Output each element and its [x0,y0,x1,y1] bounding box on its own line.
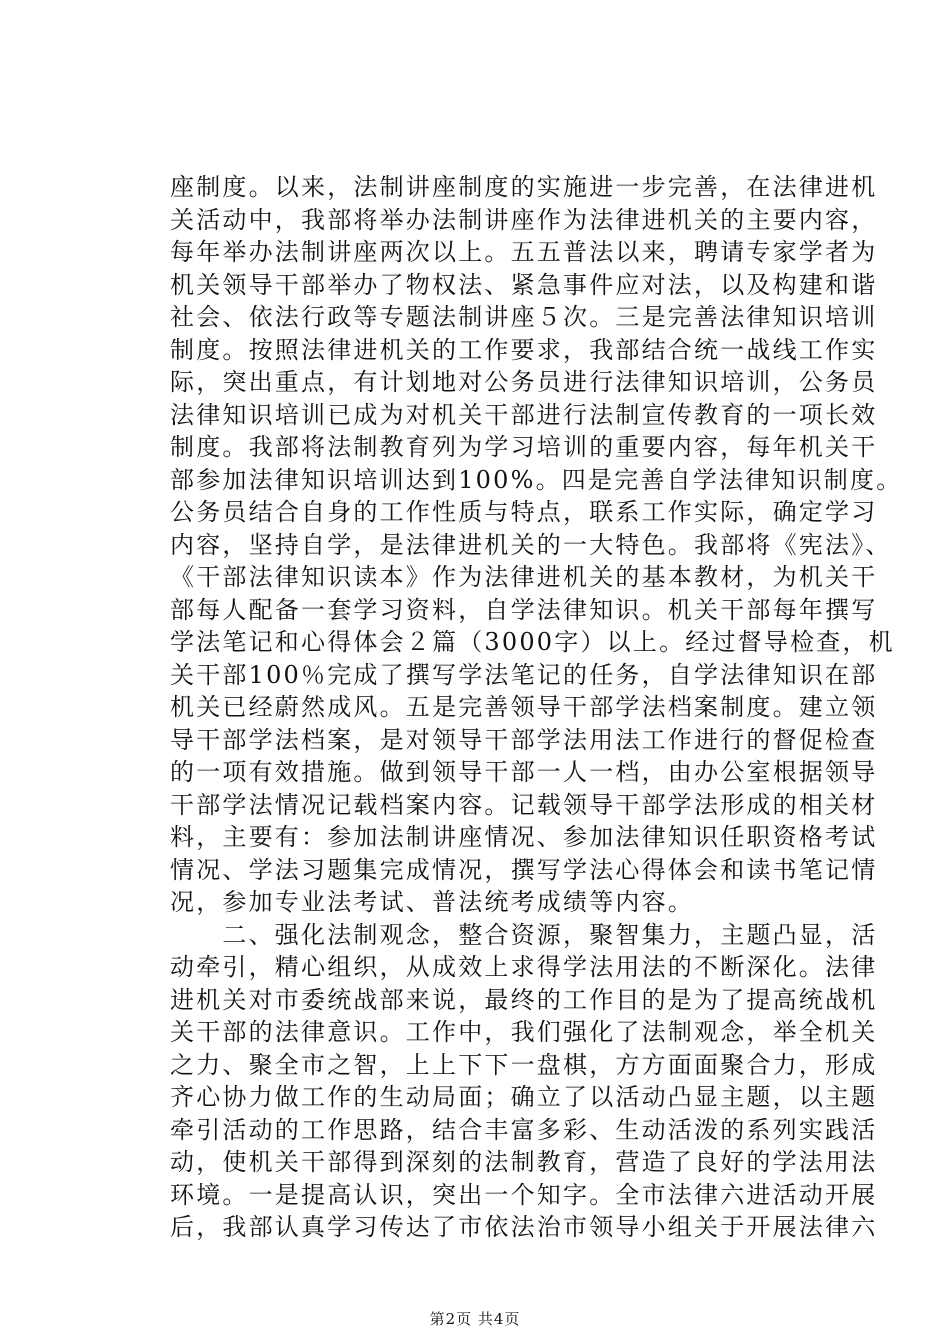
text-line: 《干部法律知识读本》作为法律进机关的基本教材，为机关干 [170,563,878,591]
text-line: 部参加法律知识培训达到100%。四是完善自学法律知识制度。 [170,465,903,494]
text-line: 社会、依法行政等专题法制讲座５次。三是完善法律知识培训 [170,303,878,331]
text-line: 动牵引，精心组织，从成效上求得学法用法的不断深化。法律 [170,953,878,981]
text-line: 二、强化法制观念，整合资源，聚智集力，主题凸显，活 [170,920,878,949]
text-line: 机关已经蔚然成风。五是完善领导干部学法档案制度。建立领 [170,693,878,721]
text-line: 内容，坚持自学，是法律进机关的一大特色。我部将《宪法》、 [170,530,892,559]
text-line: 之力、聚全市之智，上上下下一盘棋，方方面面聚合力，形成 [170,1050,878,1079]
text-line: 况，参加专业法考试、普法统考成绩等内容。 [170,888,694,916]
text-line: 座制度。以来，法制讲座制度的实施进一步完善，在法律进机 [170,173,878,201]
text-line: 齐心协力做工作的生动局面；确立了以活动凸显主题，以主题 [170,1083,878,1111]
text-line: 制度。按照法律进机关的工作要求，我部结合统一战线工作实 [170,335,878,364]
text-line: 关干部100％完成了撰写学法笔记的任务，自学法律知识在部 [170,660,878,689]
text-line: 机关领导干部举办了物权法、紧急事件应对法，以及构建和谐 [170,270,878,299]
text-line: 学法笔记和心得体会２篇（3000字）以上。经过督导检查，机 [170,628,895,656]
text-line: 关活动中，我部将举办法制讲座作为法律进机关的主要内容， [170,205,878,234]
text-line: 制度。我部将法制教育列为学习培训的重要内容，每年机关干 [170,433,878,461]
text-line: 关干部的法律意识。工作中，我们强化了法制观念，举全机关 [170,1018,878,1046]
text-line: 干部学法情况记载档案内容。记载领导干部学法形成的相关材 [170,790,878,819]
text-line: 后，我部认真学习传达了市依法治市领导小组关于开展法律六 [170,1213,878,1241]
text-line: 牵引活动的工作思路，结合丰富多彩、生动活泼的系列实践活 [170,1115,878,1144]
text-line: 每年举办法制讲座两次以上。五五普法以来，聘请专家学者为 [170,238,878,266]
text-line: 公务员结合自身的工作性质与特点，联系工作实际，确定学习 [170,498,878,526]
text-line: 环境。一是提高认识，突出一个知字。全市法律六进活动开展 [170,1180,878,1209]
text-line: 部每人配备一套学习资料，自学法律知识。机关干部每年撰写 [170,595,878,624]
text-line: 料，主要有：参加法制讲座情况、参加法律知识任职资格考试 [170,823,878,851]
text-line: 情况、学法习题集完成情况，撰写学法心得体会和读书笔记情 [170,855,878,884]
text-line: 导干部学法档案，是对领导干部学法用法工作进行的督促检查 [170,725,878,754]
text-line: 际，突出重点，有计划地对公务员进行法律知识培训，公务员 [170,368,878,396]
body-text [170,171,903,1244]
text-line: 进机关对市委统战部来说，最终的工作目的是为了提高统战机 [170,985,878,1014]
text-line: 的一项有效措施。做到领导干部一人一档，由办公室根据领导 [170,758,878,786]
text-line: 动，使机关干部得到深刻的法制教育，营造了良好的学法用法 [170,1148,878,1176]
text-line: 法律知识培训已成为对机关干部进行法制宣传教育的一项长效 [170,400,878,429]
page-number-footer: 第2页 共4页 [429,1310,521,1328]
